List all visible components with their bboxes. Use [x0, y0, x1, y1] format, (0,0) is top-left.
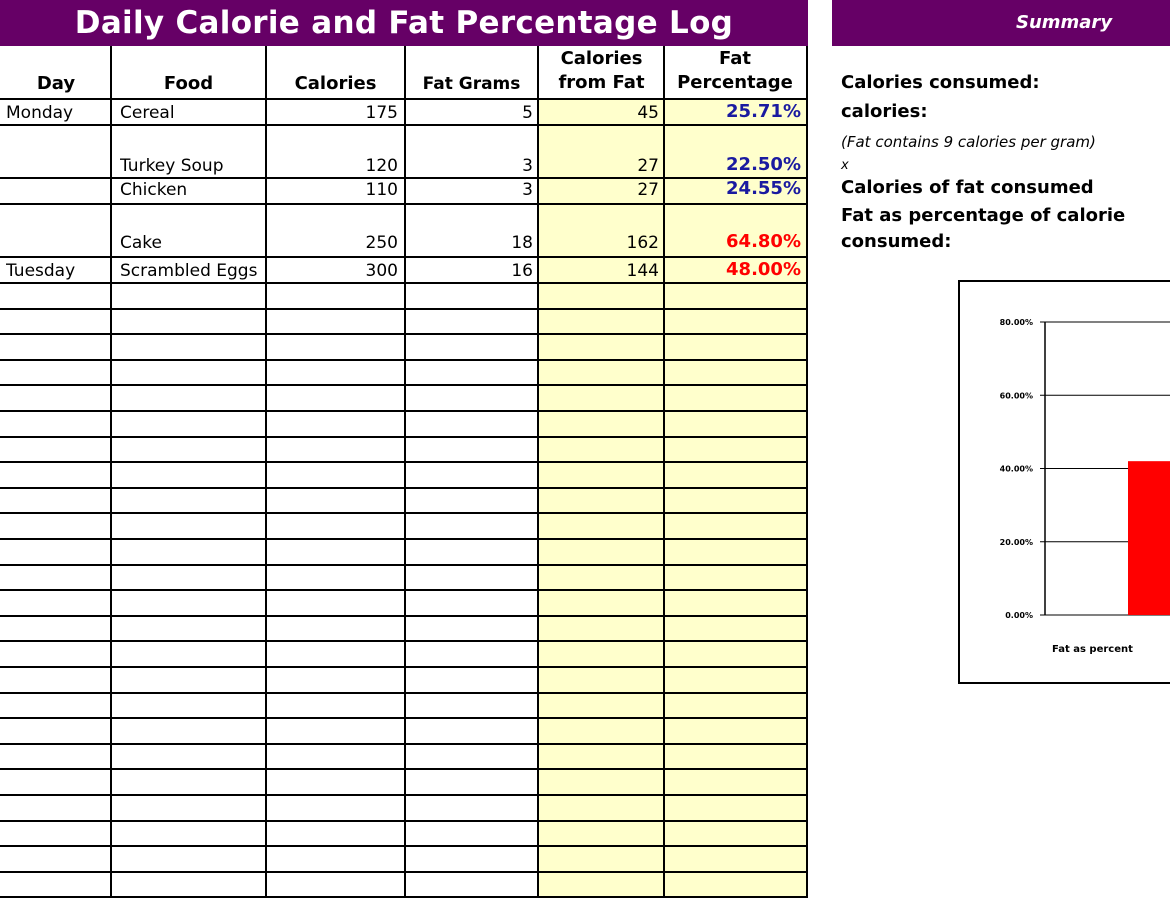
cell-calories-from-fat[interactable]: 27 [637, 180, 659, 200]
header-calories-from-fat-line2: from Fat [558, 72, 645, 93]
cell-food[interactable]: Chicken [120, 180, 188, 200]
page-title: Daily Calorie and Fat Percentage Log [0, 0, 808, 46]
grid-hline [0, 384, 808, 386]
cell-calories-from-fat[interactable]: 144 [626, 261, 659, 281]
header-food: Food [163, 73, 214, 94]
x-axis-label: Fat as percent [1052, 644, 1133, 655]
y-tick-label: 20.00% [999, 537, 1033, 547]
grid-hline [0, 820, 808, 822]
y-tick-label: 40.00% [999, 464, 1033, 474]
cell-fat-percentage[interactable]: 25.71% [726, 102, 801, 122]
cell-day[interactable]: Tuesday [6, 261, 76, 281]
chart-svg [960, 282, 1170, 682]
grid-vline [806, 46, 808, 898]
multiply-sign: x [841, 158, 849, 173]
cell-food[interactable]: Turkey Soup [120, 156, 224, 176]
grid-hline [0, 359, 808, 361]
cell-food[interactable]: Scrambled Eggs [120, 261, 258, 281]
cell-fat-grams[interactable]: 5 [522, 103, 533, 123]
cell-fat-grams[interactable]: 16 [511, 261, 533, 281]
cell-food[interactable]: Cake [120, 233, 162, 253]
header-calories-from-fat [540, 46, 663, 99]
grid-hline [0, 640, 808, 642]
calories-label: calories: [841, 101, 928, 122]
grid-hline [0, 308, 808, 310]
grid-hline [0, 794, 808, 796]
cell-calories-from-fat[interactable]: 45 [637, 103, 659, 123]
calculated-columns-fill [538, 99, 806, 898]
cell-calories[interactable]: 110 [365, 180, 398, 200]
y-tick-label: 80.00% [999, 318, 1033, 327]
grid-hline [0, 692, 808, 694]
grid-hline [0, 871, 808, 873]
fat-calories-note: (Fat contains 9 calories per gram) [841, 133, 1096, 151]
bar-fat-percentage [1128, 461, 1170, 615]
grid-hline [0, 203, 808, 205]
cell-calories[interactable]: 120 [365, 156, 398, 176]
fat-percentage-label-line2: consumed: [841, 231, 952, 252]
header-day: Day [36, 73, 76, 94]
cell-food[interactable]: Cereal [120, 103, 175, 123]
grid-hline [0, 717, 808, 719]
cell-fat-grams[interactable]: 3 [522, 180, 533, 200]
grid-hline [0, 98, 808, 100]
header-fat-grams: Fat Grams [422, 74, 521, 94]
y-tick-label: 60.00% [999, 391, 1033, 401]
grid-hline [0, 768, 808, 770]
header-fat-percentage [665, 46, 805, 99]
grid-hline [0, 282, 808, 284]
grid-hline [0, 896, 808, 898]
grid-hline [0, 743, 808, 745]
grid-hline [0, 615, 808, 617]
grid-hline [0, 124, 808, 126]
cell-fat-percentage[interactable]: 22.50% [726, 155, 801, 175]
cell-fat-grams[interactable]: 18 [511, 233, 533, 253]
cell-calories-from-fat[interactable]: 162 [626, 233, 659, 253]
grid-vline [404, 46, 406, 898]
grid-vline [110, 46, 112, 898]
grid-hline [0, 512, 808, 514]
grid-hline [0, 666, 808, 668]
fat-percentage-label: Fat as percentage of calorie [841, 205, 1126, 226]
grid-vline [537, 46, 539, 898]
header-calories: Calories [294, 73, 377, 94]
header-calories-from-fat-line1: Calories [560, 48, 643, 69]
cell-fat-percentage[interactable]: 64.80% [726, 232, 801, 252]
grid-hline [0, 589, 808, 591]
grid-vline [663, 46, 665, 898]
header-fat-percentage-line1: Fat [719, 48, 751, 69]
summary-header: Summary [832, 0, 1170, 46]
fat-percentage-chart[interactable] [958, 280, 1170, 684]
calories-of-fat-label: Calories of fat consumed [841, 177, 1094, 198]
grid-hline [0, 256, 808, 258]
cell-fat-percentage[interactable]: 24.55% [726, 179, 801, 199]
grid-hline [0, 410, 808, 412]
grid-hline [0, 564, 808, 566]
grid-hline [0, 845, 808, 847]
grid-hline [0, 461, 808, 463]
cell-fat-grams[interactable]: 3 [522, 156, 533, 176]
grid-hline [0, 487, 808, 489]
cell-calories[interactable]: 175 [365, 103, 398, 123]
cell-calories-from-fat[interactable]: 27 [637, 156, 659, 176]
cell-day[interactable]: Monday [6, 103, 74, 123]
grid-hline [0, 436, 808, 438]
grid-hline [0, 538, 808, 540]
grid-vline [265, 46, 267, 898]
cell-calories[interactable]: 300 [365, 261, 398, 281]
header-fat-percentage-line2: Percentage [677, 72, 793, 93]
cell-fat-percentage[interactable]: 48.00% [726, 260, 801, 280]
grid-hline [0, 333, 808, 335]
calories-consumed-label: Calories consumed: [841, 72, 1040, 93]
cell-calories[interactable]: 250 [365, 233, 398, 253]
y-tick-label: 0.00% [1005, 611, 1033, 620]
